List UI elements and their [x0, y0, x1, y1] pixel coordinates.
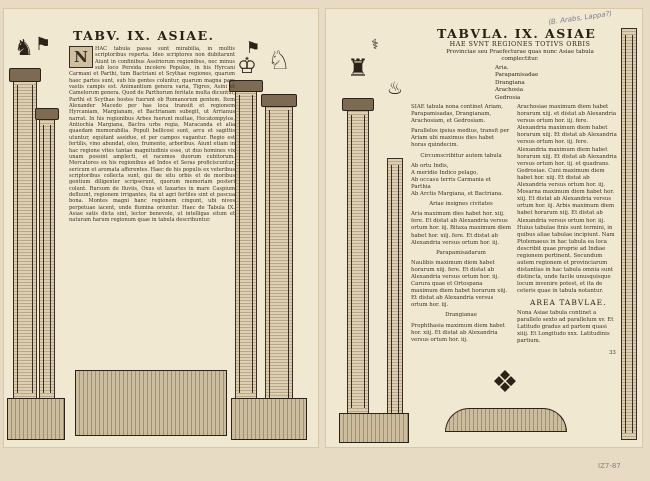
left-plinth: [7, 398, 65, 440]
right-plinth: [231, 398, 307, 440]
parapamisadarum-heading: Parapamisadarum: [436, 249, 486, 256]
warrior-figure-icon: ♞: [14, 36, 34, 61]
left-column-pillar: [13, 78, 37, 400]
left-page-body-text: [69, 46, 235, 368]
left-inner-pillar: [39, 118, 55, 400]
armored-figure-icon: ♘: [267, 46, 291, 76]
flag-icon: ⚑: [245, 38, 261, 57]
statue-figure-icon: ♜: [347, 54, 369, 82]
right-page-text-column-1: [411, 104, 511, 394]
parallel-text: Parallelos ipsius medius, transit per Ariam ubi maximus dies habet horas quindecim.: [411, 128, 510, 149]
column-2-text: Arachosiae maximum diem habet horarum xiij. et distat ab Alexandria versus ortum hor. iij. fere. Alexandria maximum diem habet horarum xiij. Et distat ab Alexandria versus ortum hor. iij. fere. Alexandria maximum diem habet horarum xiij. Et distat ab Alexandria versus ortum hor. iij. et quadrans. Gedrosiae. Cuni maximum diem habet hor. xiij. Et distat ab Alexandria versus ortum hor. iij. Mosarna maximum diem habet hor. xiij. Et distat ab Alexandria versus ortum hor. iij. Arbis maximum diem habet horarum xiij. Et distat ab Alexandria versus ortum hor. iij. Huius tabulae finis sunt termini, in quibus aliae tabulae incipiunt. Nam Ptolemaeus in hac tabula ea loca describit quae proprie ad Indiae regionem pertinent. Secundum autem regionem et provinciarum distantias in hac tabula omnia sunt distincta, unde facile unusquisque locum invenire potest, et ita de ceteris quae in tabula notantur.: [517, 104, 617, 295]
region-item: Parapamisadae: [495, 72, 539, 79]
right-page-subtitle: HAE SVNT REGIONES TOTIVS ORBIS: [449, 40, 591, 48]
area-text: Nona Asiae tabula continet a parallelo sexto ad parallelum xv. Et Latitudo gradus ad partem quasi xiiij. Et Longitudo xxx. Latitudinis partium.: [517, 310, 614, 345]
right-page: [325, 8, 643, 448]
right-page-inner-pillar: [387, 158, 403, 420]
region-item: Drangiana: [495, 79, 525, 86]
drangianae-text: Prophthasia maximum diem habet hor. xiij. Et distat ab Alexandria versus ortum hor. iij.: [411, 322, 505, 343]
area-heading: AREA TABVLAE.: [530, 298, 607, 307]
torch-icon: ⚕: [371, 37, 379, 53]
right-capital: [261, 94, 297, 107]
right-page-plinth: [339, 413, 409, 443]
left-page-paragraph: HAC tabula passa sunt mirabilia, in multis scriptoribus reperta. Ideo scriptores non dubitarunt Aiunt in confinibus Assiriorum regionibus, nec minus sub loco Persida incolere Populos, in his Hyrcani Carmani et Parthi, tum Bactriani et Scythae regiones, quarum haec partes sunt, sub his gentes coluntur, quarum magna pars vastis campis est. Animantium genera varia, Tigres, Asini et Camelorum genera. Quod de Parthorum feritate multa dicuntur, Parthi et Scythae hostes fuerunt ob Romanorum gentem. Item Alexander Macedo per has loca transiit et regionem Hyrcaniam, Margianam, et Bactrianam subegit, ut Arrianus narrat. In his regionibus Arbes fuerunt multae, Hecatompylos, Antiochia Margiana, Bactra urbs regia, Maracanda et alia quaedam memorabilia. Populi bellicosi sunt, arcu et sagittis utuntur, equitant assidue, et per campos vagantur. Regio est fertilis, vino abundat, oleo, frumento, arboribus. Aiunt etiam in hac regione vites tantae magnitudinis esse, ut duo homines vix unam possint amplecti, et racemos duorum cubitorum. Mercatores ex his regionibus ad Indos et Seras proficiscuntur, sericum et aromata afferentes. Haec de his populis ex veteribus scriptoribus collecta sunt, qui de situ orbis et de moribus gentium diligenter scripserunt, quorum memoriam posteri colunt. Rursum de fluviis, Oxus et Iaxartes in mare Caspium defluunt, regionem irrigantes, ita ut agri fertiles sint et pascua bona. Montes magni hanc regionem cingunt, ubi nives perpetuae iacent, unde flumina oriuntur. Haec de Tabula IX. Asiae satis dicta sint, lector benevole, ut intelligas situm et naturam harum regionum quae in tabula describuntur.: [69, 46, 235, 224]
cities-heading: Ariae insignes civitates: [429, 201, 493, 208]
region-item: Aria.: [495, 65, 509, 71]
left-inner-capital: [35, 108, 59, 120]
page-number: 33: [609, 350, 616, 356]
right-page-title: TABVLA. IX. ASIAE: [437, 26, 597, 41]
drop-cap-initial: N: [69, 46, 93, 68]
region-item: Gedrosia: [495, 94, 521, 101]
bound-item: A meridie Indico pelago,: [411, 169, 479, 176]
cities-text: Aria maximum dies habet hor. xiij. fere. Et distat ab Alexandria versus ortum hor. iij. Bitaxa maximum diem habet hor. xiij. fere. Et distat ab Alexandria versus ortum hor. iij.: [411, 211, 511, 246]
putto-figure-icon: ♔: [237, 54, 257, 79]
bound-item: Ab Arctis Margiana, et Bactriana.: [411, 191, 504, 198]
center-pillar: [235, 88, 257, 400]
intro-text: SIAE tabula nona continet Ariam, Parapamisadas, Drangianam, Arachosiam, et Gedrosiam.: [411, 104, 503, 125]
catalog-number: IZ7-87: [598, 462, 621, 470]
left-column-capital: [9, 68, 41, 82]
region-item: Arachosia: [495, 87, 524, 94]
right-page-left-pillar: [347, 108, 369, 415]
left-page-title: TABV. IX. ASIAE.: [73, 28, 215, 43]
center-plinth: [75, 370, 227, 436]
pencil-annotation: (B. Arabs, Lappa?): [547, 9, 613, 27]
ornament-base: [445, 408, 567, 432]
urn-flame-icon: ♨: [386, 78, 404, 99]
regions-list: [495, 65, 538, 102]
right-edge-border: [621, 28, 637, 440]
left-page: [3, 8, 319, 448]
banner-icon: ⚑: [34, 34, 52, 55]
bound-item: Ab ortu Indis,: [411, 162, 449, 169]
bound-item: Ab occasu terris Carmania et Parthia: [411, 176, 491, 190]
drangianae-heading: Drangianae: [445, 312, 477, 319]
parapamisadarum-text: Naulibis maximum diem habet horarum xiij. fere. Et distat ab Alexandria versus ortum hor. iij. Carura quae et Ortospana maximum diem habet horarum xiij. Et distat ab Alexandria versus ortum hor. iij.: [411, 259, 508, 309]
right-page-left-capital: [342, 98, 374, 111]
right-pillar: [265, 103, 293, 405]
circumscribitur-heading: Circumscribitur autem tabula: [420, 152, 502, 159]
scroll-ornament-icon: ❖: [491, 365, 519, 400]
right-page-subtitle-2: Provinciae seu Praefecturae quas nunc Asiae tabula complectitur.: [446, 49, 594, 62]
